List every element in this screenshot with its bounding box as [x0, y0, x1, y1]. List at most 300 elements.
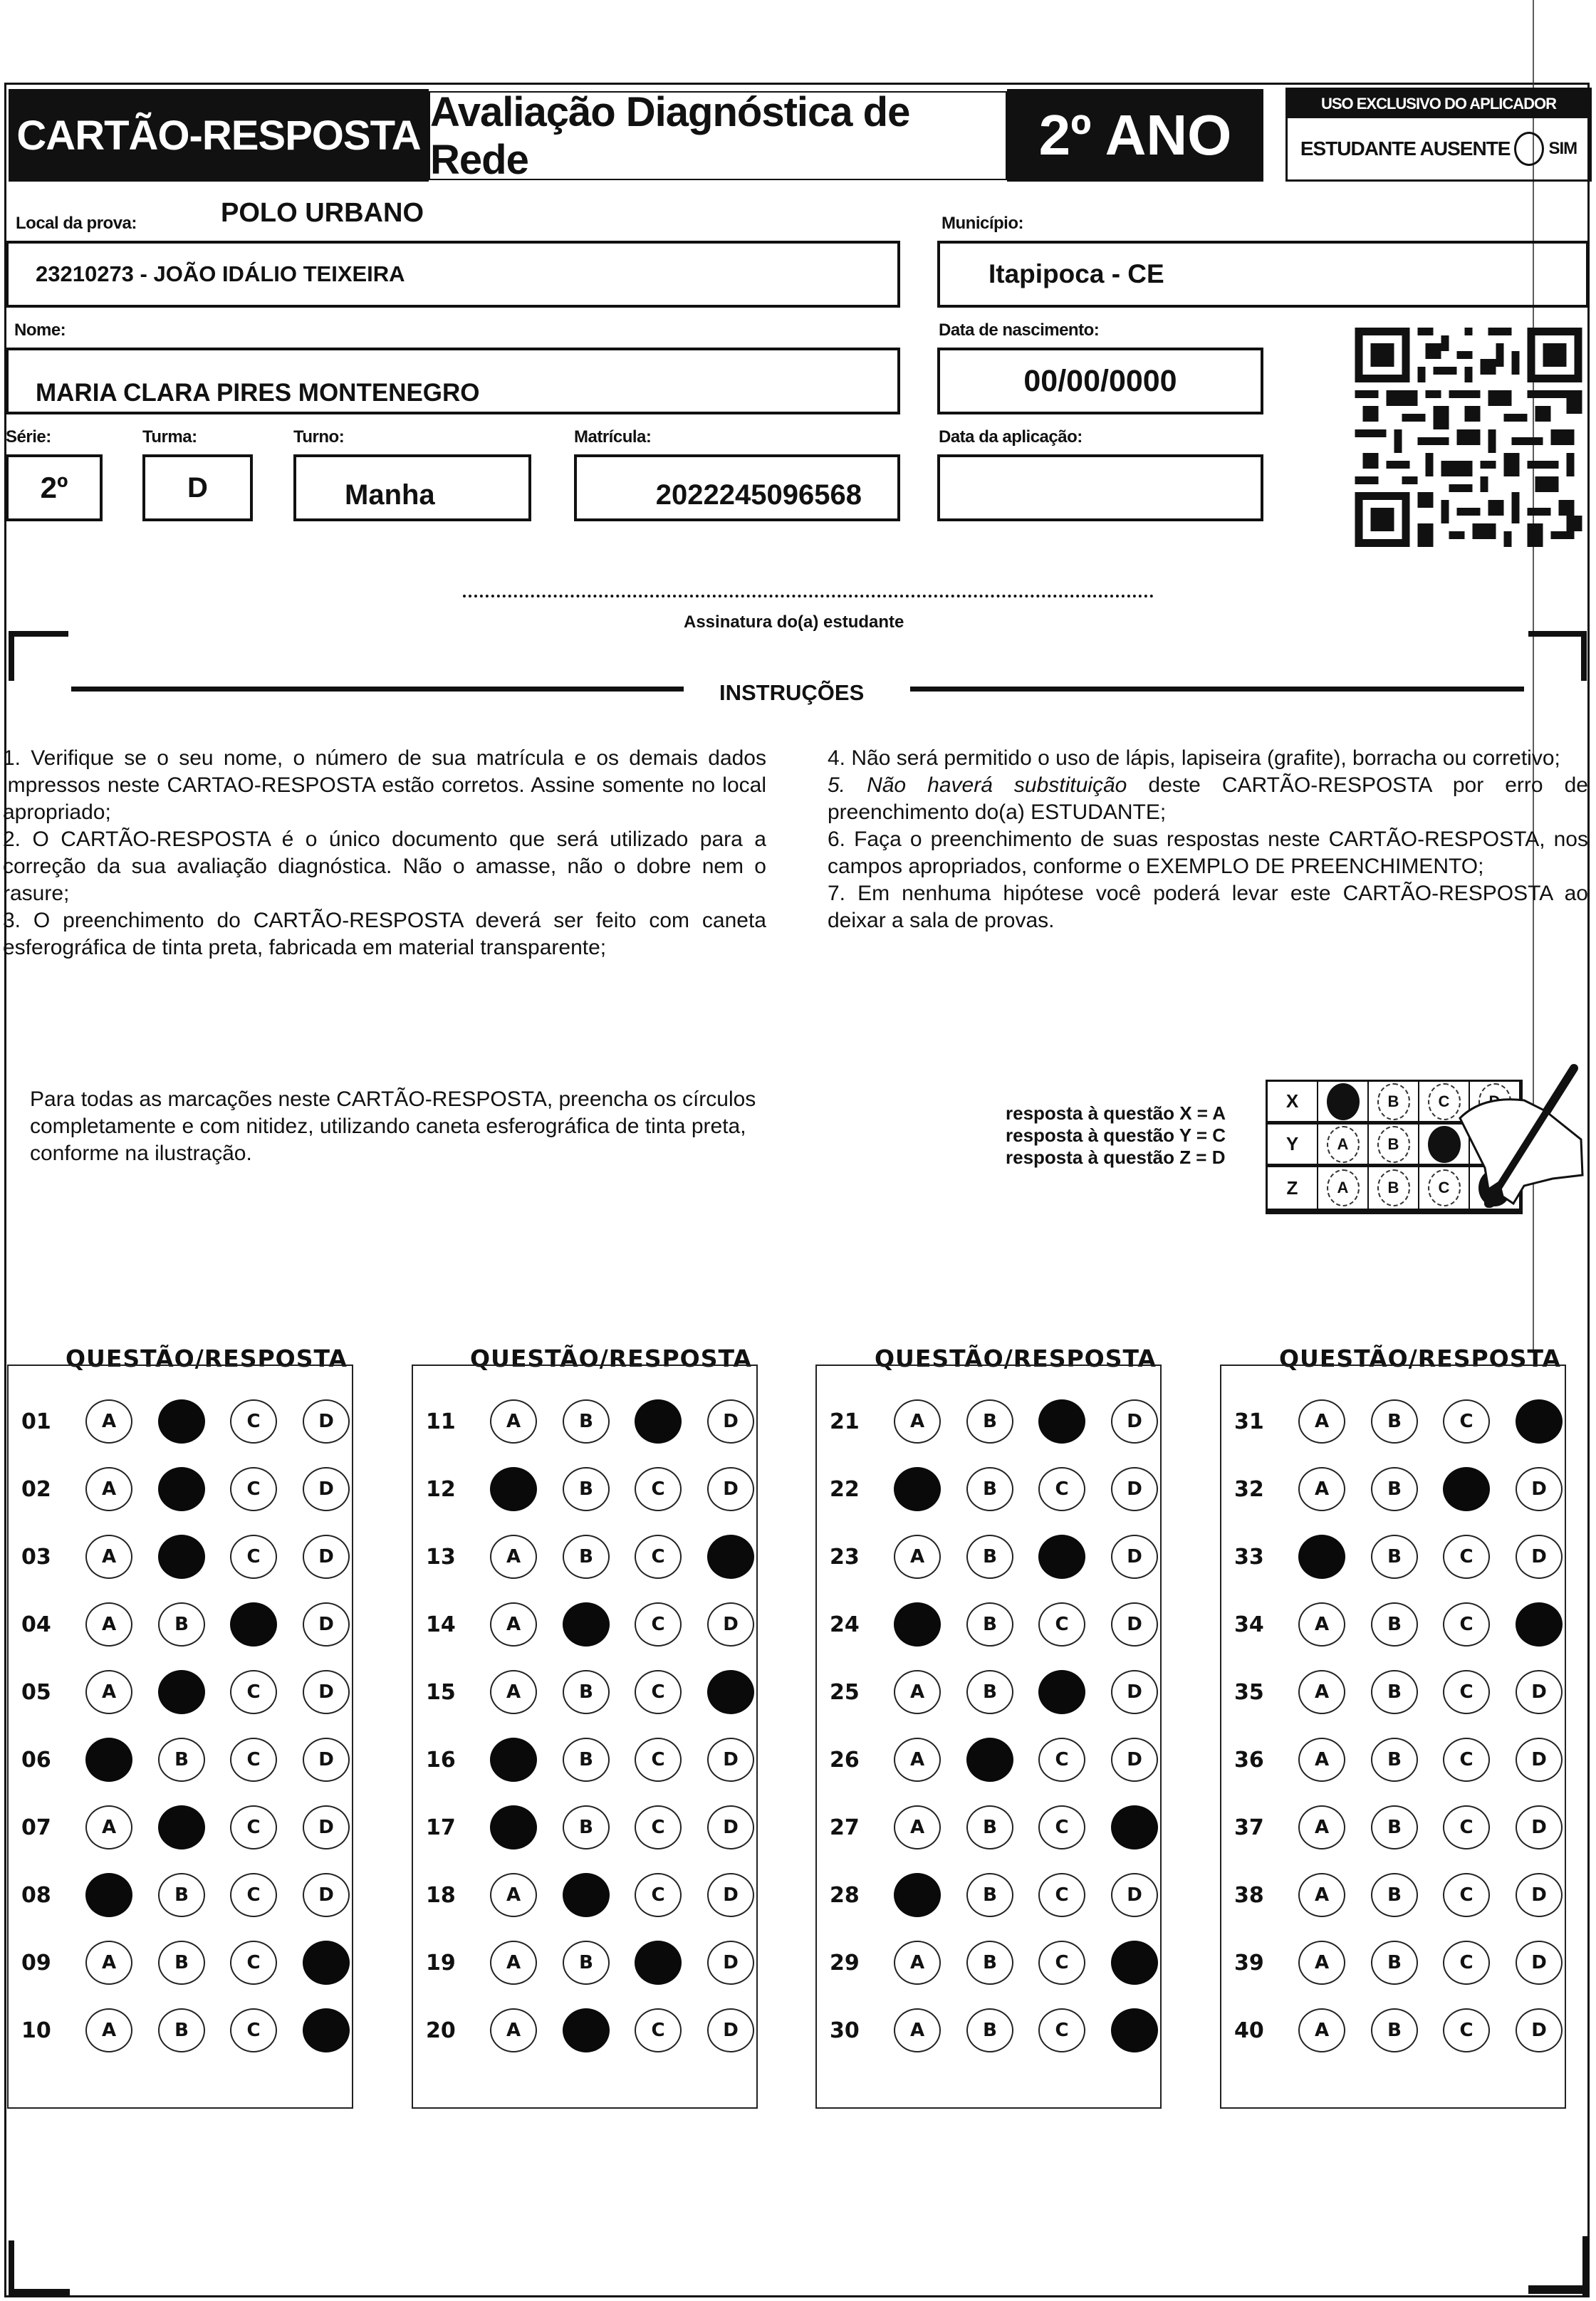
question-number: 40 [1234, 2018, 1264, 2043]
example-legend [1006, 1102, 1226, 1169]
answer-bubble-d[interactable]: D [303, 1602, 350, 1647]
example-row-label: Z [1268, 1167, 1318, 1210]
grade-label: 2º ANO [1007, 89, 1263, 182]
answer-bubble-a[interactable]: A [85, 1941, 132, 1985]
card-title: CARTÃO-RESPOSTA [9, 89, 429, 182]
answer-bubble-c[interactable]: C [1038, 1467, 1085, 1511]
question-number: 13 [426, 1544, 456, 1570]
answer-bubble-b[interactable]: B [1371, 1670, 1418, 1714]
example-cell [1318, 1167, 1369, 1210]
answer-bubble-a[interactable]: A [1298, 1602, 1345, 1647]
matricula-field [574, 454, 900, 521]
answer-bubble-d[interactable] [1111, 1805, 1158, 1849]
question-number: 19 [426, 1950, 456, 1976]
answer-bubble-c[interactable]: C [635, 1805, 682, 1849]
answer-bubble-d[interactable] [303, 2008, 350, 2052]
answer-bubble-c[interactable]: C [1038, 1873, 1085, 1917]
answer-bubble-b[interactable]: B [1371, 1738, 1418, 1782]
answer-bubble-b[interactable]: B [966, 1805, 1013, 1849]
corner-mark-tr-v [1581, 631, 1587, 681]
answer-bubble-c[interactable]: C [1038, 1602, 1085, 1647]
answer-bubble-a[interactable]: A [490, 2008, 537, 2052]
answer-bubble-b[interactable]: B [966, 1467, 1013, 1511]
example-bubble-b: B [1377, 1083, 1410, 1120]
answer-bubble-b[interactable]: B [966, 1399, 1013, 1444]
answer-bubble-c[interactable] [1443, 1467, 1490, 1511]
answer-bubble-d[interactable] [1516, 1602, 1563, 1647]
turno-field [293, 454, 531, 521]
answer-bubble-c[interactable]: C [1038, 1941, 1085, 1985]
answer-bubble-d[interactable]: D [1516, 1941, 1563, 1985]
question-number: 35 [1234, 1679, 1264, 1705]
question-number: 11 [426, 1409, 456, 1434]
answer-bubble-d[interactable]: D [303, 1670, 350, 1714]
question-number: 08 [21, 1882, 51, 1908]
answer-bubble-c[interactable]: C [230, 1805, 277, 1849]
question-row [9, 1535, 352, 1578]
answer-bubble-c[interactable] [1038, 1670, 1085, 1714]
question-row [413, 1738, 756, 1781]
answer-bubble-a[interactable]: A [85, 1602, 132, 1647]
answer-bubble-b[interactable]: B [966, 1670, 1013, 1714]
example-bubble-c: C [1428, 1083, 1461, 1120]
question-number: 32 [1234, 1476, 1264, 1502]
answer-bubble-d[interactable]: D [1111, 1467, 1158, 1511]
nome-label: Nome: [14, 320, 66, 340]
answer-bubble-a[interactable]: A [894, 1738, 941, 1782]
answer-bubble-c[interactable]: C [1038, 1805, 1085, 1849]
instruction-item: 1. Verifique se o seu nome, o número de sua matrícula e os demais dados impressos neste CARTAO-RESPOSTA estão corretos. Assine somente no local apropriado; [3, 746, 766, 824]
turma-field [142, 454, 253, 521]
instructions-left-column [3, 745, 766, 961]
answer-bubble-a[interactable] [85, 1873, 132, 1917]
turno-value: Manha [345, 479, 435, 511]
answer-bubble-b[interactable]: B [158, 2008, 205, 2052]
question-row [1221, 1941, 1565, 1984]
answer-bubble-c[interactable]: C [1443, 1535, 1490, 1579]
column-title: QUESTÃO/RESPOSTA [1279, 1345, 1561, 1372]
answer-bubble-d[interactable]: D [1516, 2008, 1563, 2052]
answer-bubble-d[interactable]: D [1111, 1738, 1158, 1782]
question-row [413, 1468, 756, 1510]
answer-bubble-a[interactable]: A [85, 1805, 132, 1849]
answer-bubble-a[interactable] [85, 1738, 132, 1782]
answer-bubble-a[interactable]: A [1298, 1738, 1345, 1782]
local-value: 23210273 - JOÃO IDÁLIO TEIXEIRA [36, 261, 405, 286]
answer-bubble-d[interactable] [1516, 1399, 1563, 1444]
answer-bubble-d[interactable] [1111, 2008, 1158, 2052]
answer-bubble-b[interactable]: B [966, 1941, 1013, 1985]
instructions-rule-right [910, 687, 1524, 692]
question-number: 10 [21, 2018, 51, 2043]
nome-value: MARIA CLARA PIRES MONTENEGRO [36, 379, 480, 407]
answer-bubble-d[interactable] [1111, 1941, 1158, 1985]
answer-bubble-c[interactable]: C [635, 1602, 682, 1647]
instructions-title: INSTRUÇÕES [719, 680, 865, 705]
question-row [9, 1941, 352, 1984]
question-row [1221, 1603, 1565, 1646]
answer-bubble-b[interactable] [158, 1670, 205, 1714]
answer-bubble-d[interactable]: D [707, 2008, 754, 2052]
instruction-item: 3. O preenchimento do CARTÃO-RESPOSTA deverá ser feito com caneta esferográfica de tinta preta, fabricada em material transparente; [3, 909, 766, 959]
instruction-item: 6. Faça o preenchimento de suas respostas neste CARTÃO-RESPOSTA, nos campos apropriados, conforme o EXEMPLO DE PREENCHIMENTO; [828, 828, 1588, 878]
example-line: resposta à questão Z = D [1006, 1147, 1226, 1168]
answer-bubble-d[interactable]: D [303, 1738, 350, 1782]
answer-bubble-c[interactable]: C [1443, 1602, 1490, 1647]
question-row [9, 1603, 352, 1646]
answer-bubble-c[interactable]: C [1443, 1873, 1490, 1917]
answer-bubble-b[interactable]: B [158, 1873, 205, 1917]
answer-bubble-c[interactable]: C [230, 1738, 277, 1782]
answer-bubble-d[interactable]: D [1111, 1602, 1158, 1647]
question-row [817, 2009, 1160, 2052]
question-row [817, 1941, 1160, 1984]
answer-bubble-a[interactable] [490, 1805, 537, 1849]
question-number: 07 [21, 1815, 51, 1840]
question-row [1221, 1468, 1565, 1510]
answer-bubble-a[interactable]: A [490, 1535, 537, 1579]
question-number: 31 [1234, 1409, 1264, 1434]
question-number: 26 [830, 1747, 860, 1773]
example-cell [1369, 1167, 1419, 1210]
instruction-item: 7. Em nenhuma hipótese você poderá levar este CARTÃO-RESPOSTA ao deixar a sala de provas. [828, 882, 1588, 932]
question-number: 39 [1234, 1950, 1264, 1976]
answer-bubble-a[interactable] [894, 1602, 941, 1647]
answer-bubble-d[interactable]: D [1516, 1738, 1563, 1782]
question-row [1221, 2009, 1565, 2052]
answer-bubble-a[interactable] [894, 1467, 941, 1511]
answer-bubble-b[interactable]: B [1371, 2008, 1418, 2052]
answer-bubble-c[interactable]: C [1038, 1738, 1085, 1782]
answer-bubble-a[interactable] [894, 1873, 941, 1917]
answer-bubble-c[interactable]: C [230, 1399, 277, 1444]
answer-bubble-a[interactable]: A [894, 1535, 941, 1579]
question-row [817, 1671, 1160, 1713]
answer-bubble-b[interactable]: B [1371, 1805, 1418, 1849]
serie-value: 2º [40, 471, 68, 504]
serie-label: Série: [6, 427, 51, 447]
answer-column-3 [815, 1365, 1162, 2109]
answer-bubble-b[interactable]: B [1371, 1399, 1418, 1444]
answer-bubble-b[interactable]: B [966, 1602, 1013, 1647]
corner-mark-bl [9, 2289, 70, 2296]
question-row [817, 1535, 1160, 1578]
question-number: 21 [830, 1409, 860, 1434]
answer-bubble-a[interactable]: A [894, 1670, 941, 1714]
question-row [817, 1400, 1160, 1443]
answer-bubble-c[interactable]: C [635, 1670, 682, 1714]
answer-bubble-a[interactable]: A [1298, 1399, 1345, 1444]
answer-bubble-d[interactable]: D [707, 1467, 754, 1511]
aplicacao-field[interactable] [937, 454, 1263, 521]
example-bubble-b: B [1377, 1126, 1410, 1163]
question-row [9, 1468, 352, 1510]
answer-bubble-a[interactable] [1298, 1535, 1345, 1579]
answer-bubble-d[interactable]: D [1516, 1805, 1563, 1849]
answer-bubble-c[interactable]: C [1038, 2008, 1085, 2052]
answer-bubble-b[interactable] [966, 1738, 1013, 1782]
answer-bubble-d[interactable]: D [303, 1873, 350, 1917]
answer-bubble-c[interactable] [1038, 1399, 1085, 1444]
answer-bubble-c[interactable]: C [1443, 1805, 1490, 1849]
question-number: 18 [426, 1882, 456, 1908]
example-bubble-c: C [1428, 1169, 1461, 1206]
question-row [413, 1603, 756, 1646]
answer-bubble-b[interactable]: B [1371, 1467, 1418, 1511]
answer-bubble-b[interactable]: B [1371, 1941, 1418, 1985]
answer-bubble-a[interactable]: A [1298, 1941, 1345, 1985]
answer-bubble-d[interactable]: D [707, 1399, 754, 1444]
instruction-item: 5. Não haverá substituição deste CARTÃO-RESPOSTA por erro de preenchimento do(a) ESTUDANTE; [828, 773, 1588, 824]
answer-bubble-d[interactable]: D [1111, 1399, 1158, 1444]
corner-mark-tl [9, 631, 68, 637]
answer-bubble-a[interactable]: A [1298, 1805, 1345, 1849]
applicator-box [1285, 88, 1592, 182]
question-row [413, 1874, 756, 1916]
question-number: 28 [830, 1882, 860, 1908]
example-bubble-a [1327, 1083, 1360, 1120]
question-row [9, 1874, 352, 1916]
answer-bubble-d[interactable]: D [1111, 1873, 1158, 1917]
answer-bubble-b[interactable] [158, 1467, 205, 1511]
answer-bubble-c[interactable]: C [1443, 1670, 1490, 1714]
question-row [413, 1400, 756, 1443]
instruction-emphasis: 5. Não haverá substituição [828, 773, 1127, 797]
answer-bubble-d[interactable]: D [303, 1467, 350, 1511]
answer-bubble-b[interactable]: B [563, 1467, 610, 1511]
answer-bubble-d[interactable]: D [1516, 1670, 1563, 1714]
answer-bubble-d[interactable]: D [1516, 1873, 1563, 1917]
answer-bubble-a[interactable]: A [490, 1941, 537, 1985]
answer-bubble-c[interactable]: C [635, 1535, 682, 1579]
answer-bubble-d[interactable]: D [707, 1602, 754, 1647]
column-title: QUESTÃO/RESPOSTA [66, 1345, 348, 1372]
question-number: 03 [21, 1544, 51, 1570]
answer-bubble-d[interactable]: D [1111, 1670, 1158, 1714]
answer-bubble-c[interactable]: C [635, 1738, 682, 1782]
answer-bubble-b[interactable]: B [966, 1535, 1013, 1579]
answer-bubble-a[interactable]: A [894, 1805, 941, 1849]
answer-bubble-d[interactable]: D [707, 1873, 754, 1917]
answer-bubble-c[interactable] [1038, 1535, 1085, 1579]
answer-bubble-d[interactable]: D [303, 1399, 350, 1444]
municipio-value: Itapipoca - CE [989, 259, 1164, 288]
answer-bubble-a[interactable] [490, 1467, 537, 1511]
matricula-label: Matrícula: [574, 427, 652, 447]
answer-bubble-d[interactable]: D [707, 1738, 754, 1782]
absent-option: SIM [1548, 139, 1577, 158]
signature-label: Assinatura do(a) estudante [684, 612, 904, 632]
answer-bubble-b[interactable] [158, 1399, 205, 1444]
answer-bubble-a[interactable]: A [85, 1670, 132, 1714]
answer-bubble-a[interactable]: A [894, 2008, 941, 2052]
answer-bubble-a[interactable]: A [1298, 1670, 1345, 1714]
example-cell [1369, 1125, 1419, 1167]
example-row-label: Y [1268, 1125, 1318, 1167]
question-number: 09 [21, 1950, 51, 1976]
answer-bubble-c[interactable]: C [230, 1535, 277, 1579]
answer-bubble-c[interactable]: C [230, 1941, 277, 1985]
question-row [1221, 1806, 1565, 1849]
local-label: Local da prova: [16, 214, 137, 233]
answer-bubble-c[interactable]: C [1443, 1738, 1490, 1782]
answer-bubble-a[interactable]: A [490, 1602, 537, 1647]
answer-bubble-b[interactable]: B [158, 1738, 205, 1782]
answer-bubble-a[interactable]: A [1298, 2008, 1345, 2052]
absent-bubble[interactable] [1514, 132, 1544, 166]
answer-bubble-d[interactable]: D [1516, 1467, 1563, 1511]
corner-mark-tl-v [9, 631, 14, 681]
question-row [817, 1468, 1160, 1510]
turno-label: Turno: [293, 427, 345, 447]
example-row-label: X [1268, 1082, 1318, 1125]
question-number: 38 [1234, 1882, 1264, 1908]
column-title: QUESTÃO/RESPOSTA [875, 1345, 1157, 1372]
answer-bubble-b[interactable]: B [563, 1535, 610, 1579]
question-row [1221, 1400, 1565, 1443]
signature-line[interactable] [463, 595, 1154, 598]
answer-bubble-b[interactable]: B [563, 1738, 610, 1782]
answer-bubble-c[interactable]: C [1443, 2008, 1490, 2052]
answer-bubble-a[interactable]: A [1298, 1873, 1345, 1917]
answer-bubble-d[interactable] [707, 1535, 754, 1579]
question-row [413, 1671, 756, 1713]
answer-bubble-a[interactable]: A [85, 1535, 132, 1579]
nascimento-value: 00/00/0000 [1023, 363, 1177, 398]
answer-bubble-a[interactable]: A [85, 2008, 132, 2052]
question-number: 17 [426, 1815, 456, 1840]
answer-bubble-c[interactable]: C [230, 1670, 277, 1714]
answer-bubble-b[interactable]: B [1371, 1873, 1418, 1917]
question-number: 23 [830, 1544, 860, 1570]
example-bubble-a: A [1327, 1169, 1360, 1206]
answer-bubble-b[interactable]: B [563, 1805, 610, 1849]
answer-bubble-c[interactable]: C [230, 1873, 277, 1917]
answer-bubble-d[interactable]: D [303, 1805, 350, 1849]
answer-bubble-a[interactable]: A [85, 1467, 132, 1511]
answer-bubble-d[interactable]: D [303, 1535, 350, 1579]
question-number: 36 [1234, 1747, 1264, 1773]
example-line: resposta à questão Y = C [1006, 1125, 1226, 1146]
instructions-rule-left [71, 687, 684, 692]
answer-bubble-c[interactable]: C [635, 2008, 682, 2052]
municipio-label: Município: [942, 214, 1023, 233]
answer-bubble-b[interactable]: B [158, 1941, 205, 1985]
instructions-right-column [828, 745, 1588, 934]
answer-bubble-c[interactable] [230, 1602, 277, 1647]
exam-name: Avaliação Diagnóstica de Rede [429, 91, 1007, 180]
answer-bubble-a[interactable]: A [85, 1399, 132, 1444]
answer-bubble-d[interactable]: D [707, 1941, 754, 1985]
answer-bubble-c[interactable]: C [1443, 1399, 1490, 1444]
turma-label: Turma: [142, 427, 197, 447]
question-row [9, 1671, 352, 1713]
question-number: 25 [830, 1679, 860, 1705]
answer-bubble-c[interactable]: C [230, 2008, 277, 2052]
question-row [9, 1400, 352, 1443]
answer-bubble-b[interactable] [158, 1535, 205, 1579]
question-row [1221, 1535, 1565, 1578]
question-number: 02 [21, 1476, 51, 1502]
answer-bubble-c[interactable] [635, 1399, 682, 1444]
answer-bubble-b[interactable] [563, 1873, 610, 1917]
matricula-value: 2022245096568 [655, 479, 862, 511]
example-cell [1318, 1082, 1369, 1125]
answer-bubble-a[interactable]: A [490, 1399, 537, 1444]
question-number: 05 [21, 1679, 51, 1705]
corner-mark-br [1528, 2285, 1587, 2294]
answer-bubble-c[interactable]: C [230, 1467, 277, 1511]
answer-bubble-d[interactable] [303, 1941, 350, 1985]
question-row [413, 1806, 756, 1849]
question-row [9, 2009, 352, 2052]
answer-bubble-b[interactable]: B [1371, 1602, 1418, 1647]
municipio-field [937, 241, 1589, 308]
answer-bubble-a[interactable]: A [894, 1941, 941, 1985]
question-row [413, 1535, 756, 1578]
question-number: 06 [21, 1747, 51, 1773]
question-row [9, 1738, 352, 1781]
answer-bubble-a[interactable]: A [894, 1399, 941, 1444]
question-number: 15 [426, 1679, 456, 1705]
example-bubble-b: B [1377, 1169, 1410, 1206]
answer-bubble-d[interactable] [707, 1670, 754, 1714]
absent-label: ESTUDANTE AUSENTE [1300, 137, 1511, 160]
turma-value: D [187, 471, 208, 503]
hand-pen-icon [1446, 1061, 1588, 1218]
answer-bubble-b[interactable]: B [563, 1941, 610, 1985]
question-number: 34 [1234, 1612, 1264, 1637]
question-row [9, 1806, 352, 1849]
answer-bubble-c[interactable]: C [635, 1873, 682, 1917]
question-number: 24 [830, 1612, 860, 1637]
question-row [413, 1941, 756, 1984]
answer-bubble-b[interactable]: B [158, 1602, 205, 1647]
answer-bubble-b[interactable] [563, 2008, 610, 2052]
example-bubble-a: A [1327, 1126, 1360, 1163]
answer-bubble-c[interactable] [635, 1941, 682, 1985]
answer-bubble-b[interactable]: B [1371, 1535, 1418, 1579]
answer-bubble-c[interactable]: C [1443, 1941, 1490, 1985]
answer-bubble-a[interactable]: A [490, 1873, 537, 1917]
answer-bubble-a[interactable] [490, 1738, 537, 1782]
answer-bubble-b[interactable]: B [966, 1873, 1013, 1917]
question-row [1221, 1874, 1565, 1916]
answer-bubble-b[interactable]: B [563, 1399, 610, 1444]
answer-bubble-d[interactable]: D [1516, 1535, 1563, 1579]
question-row [1221, 1738, 1565, 1781]
answer-bubble-b[interactable] [563, 1602, 610, 1647]
question-row [817, 1738, 1160, 1781]
question-number: 27 [830, 1815, 860, 1840]
question-number: 14 [426, 1612, 456, 1637]
answer-bubble-b[interactable] [158, 1805, 205, 1849]
question-row [817, 1874, 1160, 1916]
question-number: 01 [21, 1409, 51, 1434]
answer-bubble-b[interactable]: B [966, 2008, 1013, 2052]
question-number: 22 [830, 1476, 860, 1502]
answer-column-4 [1220, 1365, 1566, 2109]
nascimento-field [937, 348, 1263, 414]
corner-mark-tr [1528, 631, 1587, 637]
answer-bubble-a[interactable]: A [490, 1670, 537, 1714]
answer-column-1 [7, 1365, 353, 2109]
answer-bubble-a[interactable]: A [1298, 1467, 1345, 1511]
answer-bubble-b[interactable]: B [563, 1670, 610, 1714]
answer-bubble-d[interactable]: D [707, 1805, 754, 1849]
answer-bubble-c[interactable]: C [635, 1467, 682, 1511]
answer-bubble-d[interactable]: D [1111, 1535, 1158, 1579]
